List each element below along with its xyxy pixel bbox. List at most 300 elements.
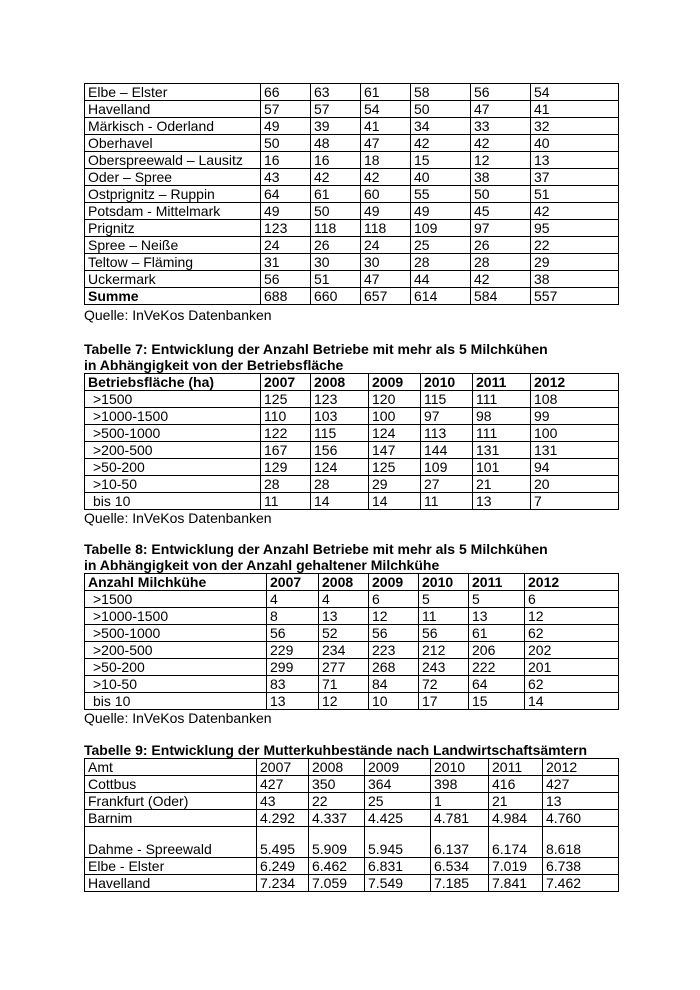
table-cell: 16 <box>311 152 361 169</box>
sum-label: Summe <box>85 288 261 305</box>
table-cell: 24 <box>361 237 411 254</box>
table-cell: 5 <box>469 591 525 608</box>
table-row <box>85 152 619 169</box>
row-label: Uckermark <box>85 271 261 288</box>
row-label: >10-50 <box>85 476 261 493</box>
table-cell: 25 <box>365 793 431 810</box>
table-cell: 66 <box>261 84 311 101</box>
table-cell: 6 <box>369 591 419 608</box>
table-cell: 64 <box>469 676 525 693</box>
table-cell: 18 <box>361 152 411 169</box>
table-cell: 55 <box>411 186 471 203</box>
column-header: 2007 <box>267 574 319 591</box>
column-header: 2008 <box>311 374 369 391</box>
table-cell: 131 <box>473 442 531 459</box>
column-header: 2011 <box>489 759 543 776</box>
table-cell: 17 <box>419 693 469 710</box>
table-cell: 350 <box>309 776 365 793</box>
table-cell: 364 <box>365 776 431 793</box>
table-cell: 28 <box>471 254 531 271</box>
table-cell: 56 <box>261 271 311 288</box>
table-cell: 113 <box>421 425 473 442</box>
table-7-source: Quelle: InVeKos Datenbanken <box>84 510 272 526</box>
column-header: 2012 <box>543 759 619 776</box>
table-cell: 40 <box>531 135 619 152</box>
table-7 <box>84 373 619 510</box>
table-cell: 118 <box>361 220 411 237</box>
column-header: Anzahl Milchkühe <box>85 574 267 591</box>
table-cell: 39 <box>311 118 361 135</box>
column-header: 2011 <box>469 574 525 591</box>
table-8-caption <box>84 541 548 573</box>
table-cell: 115 <box>421 391 473 408</box>
table-cell: 57 <box>261 101 311 118</box>
table-cell: 43 <box>257 793 309 810</box>
table-6-source: Quelle: InVeKos Datenbanken <box>84 307 272 323</box>
table-cell: 131 <box>531 442 619 459</box>
table-cell: 99 <box>531 408 619 425</box>
table-cell: 34 <box>411 118 471 135</box>
table-8-caption-line1: Tabelle 8: Entwicklung der Anzahl Betriebe mit mehr als 5 Milchkühen <box>84 541 548 557</box>
table-cell: 100 <box>369 408 421 425</box>
table-cell: 11 <box>421 493 473 510</box>
sum-value: 584 <box>471 288 531 305</box>
row-label: Havelland <box>85 101 261 118</box>
row-label: >50-200 <box>85 459 261 476</box>
table-cell: 64 <box>261 186 311 203</box>
table-cell: 31 <box>261 254 311 271</box>
table-cell: 229 <box>267 642 319 659</box>
row-label: Frankfurt (Oder) <box>85 793 257 810</box>
table-cell: 27 <box>421 476 473 493</box>
table-cell: 108 <box>531 391 619 408</box>
table-row <box>85 591 619 608</box>
row-label: >10-50 <box>85 676 267 693</box>
table-cell: 144 <box>421 442 473 459</box>
table-cell: 4.337 <box>309 810 365 827</box>
table-row <box>85 220 619 237</box>
table-cell: 124 <box>369 425 421 442</box>
table-cell: 42 <box>471 135 531 152</box>
column-header: 2009 <box>369 574 419 591</box>
row-label: Oder – Spree <box>85 169 261 186</box>
table-cell: 25 <box>411 237 471 254</box>
table-row <box>85 493 619 510</box>
table-cell: 299 <box>267 659 319 676</box>
table-row <box>85 608 619 625</box>
table-cell: 83 <box>267 676 319 693</box>
table-7-header <box>85 374 619 391</box>
table-cell: 28 <box>311 476 369 493</box>
table-cell: 111 <box>473 425 531 442</box>
table-cell: 14 <box>311 493 369 510</box>
table-cell: 51 <box>311 271 361 288</box>
table-cell: 7.841 <box>489 875 543 892</box>
table-cell: 56 <box>471 84 531 101</box>
table-cell: 6.137 <box>431 827 489 858</box>
table-row <box>85 118 619 135</box>
table-cell: 54 <box>531 84 619 101</box>
table-cell: 84 <box>369 676 419 693</box>
table-7-caption <box>84 341 548 373</box>
table-cell: 7.059 <box>309 875 365 892</box>
table-cell: 12 <box>525 608 619 625</box>
table-cell: 15 <box>411 152 471 169</box>
table-cell: 11 <box>419 608 469 625</box>
table-cell: 201 <box>525 659 619 676</box>
table-cell: 26 <box>311 237 361 254</box>
table-row <box>85 408 619 425</box>
table-cell: 167 <box>261 442 311 459</box>
table-cell: 49 <box>261 203 311 220</box>
row-label: Dahme - Spreewald <box>85 827 257 858</box>
row-label: Spree – Neiße <box>85 237 261 254</box>
table-cell: 61 <box>361 84 411 101</box>
table-cell: 42 <box>311 169 361 186</box>
table-cell: 47 <box>361 271 411 288</box>
table-cell: 6.249 <box>257 858 309 875</box>
table-cell: 41 <box>361 118 411 135</box>
table-cell: 12 <box>369 608 419 625</box>
table-cell: 6.462 <box>309 858 365 875</box>
table-9-caption: Tabelle 9: Entwicklung der Mutterkuhbestände nach Landwirtschaftsämtern <box>84 742 588 758</box>
table-cell: 10 <box>369 693 419 710</box>
table-cell: 12 <box>319 693 369 710</box>
table-cell: 11 <box>261 493 311 510</box>
table-cell: 47 <box>471 101 531 118</box>
table-cell: 110 <box>261 408 311 425</box>
row-label: Elbe - Elster <box>85 858 257 875</box>
row-label: Märkisch - Oderland <box>85 118 261 135</box>
row-label: Barnim <box>85 810 257 827</box>
sum-value: 660 <box>311 288 361 305</box>
table-cell: 15 <box>469 693 525 710</box>
table-cell: 22 <box>531 237 619 254</box>
table-row <box>85 101 619 118</box>
table-cell: 13 <box>473 493 531 510</box>
table-cell: 62 <box>525 676 619 693</box>
table-cell: 28 <box>411 254 471 271</box>
table-row <box>85 391 619 408</box>
table-cell: 4.292 <box>257 810 309 827</box>
table-cell: 13 <box>543 793 619 810</box>
table-row <box>85 810 619 827</box>
table-cell: 28 <box>261 476 311 493</box>
sum-value: 688 <box>261 288 311 305</box>
table-cell: 43 <box>261 169 311 186</box>
table-cell: 50 <box>261 135 311 152</box>
table-cell: 14 <box>369 493 421 510</box>
table-cell: 122 <box>261 425 311 442</box>
table-cell: 71 <box>319 676 369 693</box>
table-cell: 44 <box>411 271 471 288</box>
table-cell: 97 <box>421 408 473 425</box>
table-cell: 24 <box>261 237 311 254</box>
table-8-header <box>85 574 619 591</box>
table-7-caption-line2: in Abhängigkeit von der Betriebsfläche <box>84 357 344 373</box>
table-cell: 49 <box>261 118 311 135</box>
table-cell: 60 <box>361 186 411 203</box>
table-cell: 125 <box>369 459 421 476</box>
table-cell: 120 <box>369 391 421 408</box>
table-cell: 6.534 <box>431 858 489 875</box>
table-cell: 118 <box>311 220 361 237</box>
table-cell: 56 <box>419 625 469 642</box>
table-row <box>85 827 619 858</box>
table-cell: 51 <box>531 186 619 203</box>
table-row <box>85 642 619 659</box>
table-cell: 38 <box>531 271 619 288</box>
table-cell: 7.462 <box>543 875 619 892</box>
table-cell: 95 <box>531 220 619 237</box>
table-cell: 58 <box>411 84 471 101</box>
table-cell: 222 <box>469 659 525 676</box>
table-cell: 5.945 <box>365 827 431 858</box>
table-row <box>85 254 619 271</box>
table-cell: 277 <box>319 659 369 676</box>
table-cell: 21 <box>473 476 531 493</box>
row-label: bis 10 <box>85 493 261 510</box>
column-header: 2007 <box>261 374 311 391</box>
column-header: 2010 <box>419 574 469 591</box>
table-cell: 234 <box>319 642 369 659</box>
sum-value: 614 <box>411 288 471 305</box>
table-cell: 29 <box>369 476 421 493</box>
column-header: 2008 <box>319 574 369 591</box>
table-cell: 100 <box>531 425 619 442</box>
table-cell: 62 <box>525 625 619 642</box>
sum-row <box>85 288 619 305</box>
table-cell: 4 <box>319 591 369 608</box>
row-label: Ostprignitz – Ruppin <box>85 186 261 203</box>
table-cell: 101 <box>473 459 531 476</box>
table-cell: 12 <box>471 152 531 169</box>
table-8-source: Quelle: InVeKos Datenbanken <box>84 710 272 726</box>
column-header: 2010 <box>431 759 489 776</box>
table-cell: 202 <box>525 642 619 659</box>
table-cell: 45 <box>471 203 531 220</box>
table-cell: 1 <box>431 793 489 810</box>
row-label: Elbe – Elster <box>85 84 261 101</box>
table-cell: 206 <box>469 642 525 659</box>
table-cell: 50 <box>471 186 531 203</box>
table-cell: 129 <box>261 459 311 476</box>
table-cell: 7.185 <box>431 875 489 892</box>
table-cell: 7.234 <box>257 875 309 892</box>
row-label: Cottbus <box>85 776 257 793</box>
table-cell: 427 <box>257 776 309 793</box>
table-cell: 125 <box>261 391 311 408</box>
table-cell: 398 <box>431 776 489 793</box>
table-row <box>85 203 619 220</box>
table-row <box>85 186 619 203</box>
table-cell: 6.831 <box>365 858 431 875</box>
table-cell: 33 <box>471 118 531 135</box>
column-header: 2008 <box>309 759 365 776</box>
table-cell: 4.760 <box>543 810 619 827</box>
table-cell: 47 <box>361 135 411 152</box>
table-cell: 7.549 <box>365 875 431 892</box>
table-row <box>85 169 619 186</box>
column-header: Amt <box>85 759 257 776</box>
table-cell: 22 <box>309 793 365 810</box>
table-cell: 115 <box>311 425 369 442</box>
table-9-header <box>85 759 619 776</box>
table-cell: 5.909 <box>309 827 365 858</box>
column-header: 2009 <box>365 759 431 776</box>
table-cell: 50 <box>311 203 361 220</box>
table-row <box>85 271 619 288</box>
column-header: 2012 <box>531 374 619 391</box>
table-row <box>85 459 619 476</box>
table-8 <box>84 573 619 710</box>
table-row <box>85 476 619 493</box>
table-cell: 124 <box>311 459 369 476</box>
table-cell: 7 <box>531 493 619 510</box>
column-header: 2007 <box>257 759 309 776</box>
row-label: Teltow – Fläming <box>85 254 261 271</box>
row-label: >1500 <box>85 391 261 408</box>
table-cell: 4.781 <box>431 810 489 827</box>
table-cell: 8 <box>267 608 319 625</box>
table-cell: 56 <box>369 625 419 642</box>
table-cell: 54 <box>361 101 411 118</box>
table-row <box>85 875 619 892</box>
table-cell: 49 <box>411 203 471 220</box>
row-label: >500-1000 <box>85 425 261 442</box>
column-header: Betriebsfläche (ha) <box>85 374 261 391</box>
table-cell: 111 <box>473 391 531 408</box>
row-label: >200-500 <box>85 642 267 659</box>
table-cell: 20 <box>531 476 619 493</box>
table-cell: 7.019 <box>489 858 543 875</box>
row-label: >1500 <box>85 591 267 608</box>
column-header: 2010 <box>421 374 473 391</box>
table-cell: 14 <box>525 693 619 710</box>
table-cell: 38 <box>471 169 531 186</box>
table-cell: 268 <box>369 659 419 676</box>
row-label: Oberhavel <box>85 135 261 152</box>
table-cell: 42 <box>411 135 471 152</box>
table-cell: 63 <box>311 84 361 101</box>
row-label: bis 10 <box>85 693 267 710</box>
row-label: >1000-1500 <box>85 408 261 425</box>
table-cell: 52 <box>319 625 369 642</box>
table-cell: 13 <box>267 693 319 710</box>
table-cell: 147 <box>369 442 421 459</box>
table-cell: 416 <box>489 776 543 793</box>
table-cell: 109 <box>411 220 471 237</box>
table-cell: 5.495 <box>257 827 309 858</box>
column-header: 2009 <box>369 374 421 391</box>
table-row <box>85 676 619 693</box>
table-cell: 13 <box>319 608 369 625</box>
table-row <box>85 625 619 642</box>
table-cell: 156 <box>311 442 369 459</box>
table-cell: 26 <box>471 237 531 254</box>
table-cell: 212 <box>419 642 469 659</box>
table-row <box>85 659 619 676</box>
table-cell: 30 <box>361 254 411 271</box>
table-cell: 50 <box>411 101 471 118</box>
table-cell: 4 <box>267 591 319 608</box>
row-label: Potsdam - Mittelmark <box>85 203 261 220</box>
row-label: Oberspreewald – Lausitz <box>85 152 261 169</box>
row-label: >200-500 <box>85 442 261 459</box>
table-row <box>85 693 619 710</box>
table-6 <box>84 83 619 305</box>
table-cell: 29 <box>531 254 619 271</box>
table-row <box>85 84 619 101</box>
table-cell: 13 <box>531 152 619 169</box>
table-cell: 6 <box>525 591 619 608</box>
table-cell: 8.618 <box>543 827 619 858</box>
table-cell: 61 <box>311 186 361 203</box>
table-cell: 97 <box>471 220 531 237</box>
table-cell: 32 <box>531 118 619 135</box>
table-cell: 4.425 <box>365 810 431 827</box>
row-label: Havelland <box>85 875 257 892</box>
column-header: 2012 <box>525 574 619 591</box>
table-cell: 61 <box>469 625 525 642</box>
table-cell: 223 <box>369 642 419 659</box>
table-cell: 48 <box>311 135 361 152</box>
table-row <box>85 776 619 793</box>
table-cell: 30 <box>311 254 361 271</box>
table-cell: 5 <box>419 591 469 608</box>
table-cell: 42 <box>471 271 531 288</box>
table-cell: 42 <box>361 169 411 186</box>
table-cell: 49 <box>361 203 411 220</box>
table-cell: 98 <box>473 408 531 425</box>
table-cell: 41 <box>531 101 619 118</box>
table-row <box>85 442 619 459</box>
table-cell: 109 <box>421 459 473 476</box>
table-cell: 103 <box>311 408 369 425</box>
table-cell: 56 <box>267 625 319 642</box>
table-row <box>85 793 619 810</box>
table-cell: 123 <box>311 391 369 408</box>
table-row <box>85 858 619 875</box>
table-9 <box>84 758 619 892</box>
table-cell: 42 <box>531 203 619 220</box>
sum-value: 657 <box>361 288 411 305</box>
table-cell: 16 <box>261 152 311 169</box>
table-cell: 427 <box>543 776 619 793</box>
table-7-caption-line1: Tabelle 7: Entwicklung der Anzahl Betriebe mit mehr als 5 Milchkühen <box>84 341 548 357</box>
table-8-caption-line2: in Abhängigkeit von der Anzahl gehaltener Milchkühe <box>84 557 440 573</box>
table-cell: 243 <box>419 659 469 676</box>
row-label: >1000-1500 <box>85 608 267 625</box>
row-label: >500-1000 <box>85 625 267 642</box>
table-cell: 94 <box>531 459 619 476</box>
table-cell: 6.174 <box>489 827 543 858</box>
table-cell: 4.984 <box>489 810 543 827</box>
table-cell: 123 <box>261 220 311 237</box>
table-cell: 6.738 <box>543 858 619 875</box>
table-cell: 72 <box>419 676 469 693</box>
table-cell: 13 <box>469 608 525 625</box>
table-cell: 57 <box>311 101 361 118</box>
column-header: 2011 <box>473 374 531 391</box>
table-cell: 37 <box>531 169 619 186</box>
row-label: Prignitz <box>85 220 261 237</box>
table-cell: 40 <box>411 169 471 186</box>
sum-value: 557 <box>531 288 619 305</box>
table-cell: 21 <box>489 793 543 810</box>
table-row <box>85 425 619 442</box>
table-row <box>85 237 619 254</box>
